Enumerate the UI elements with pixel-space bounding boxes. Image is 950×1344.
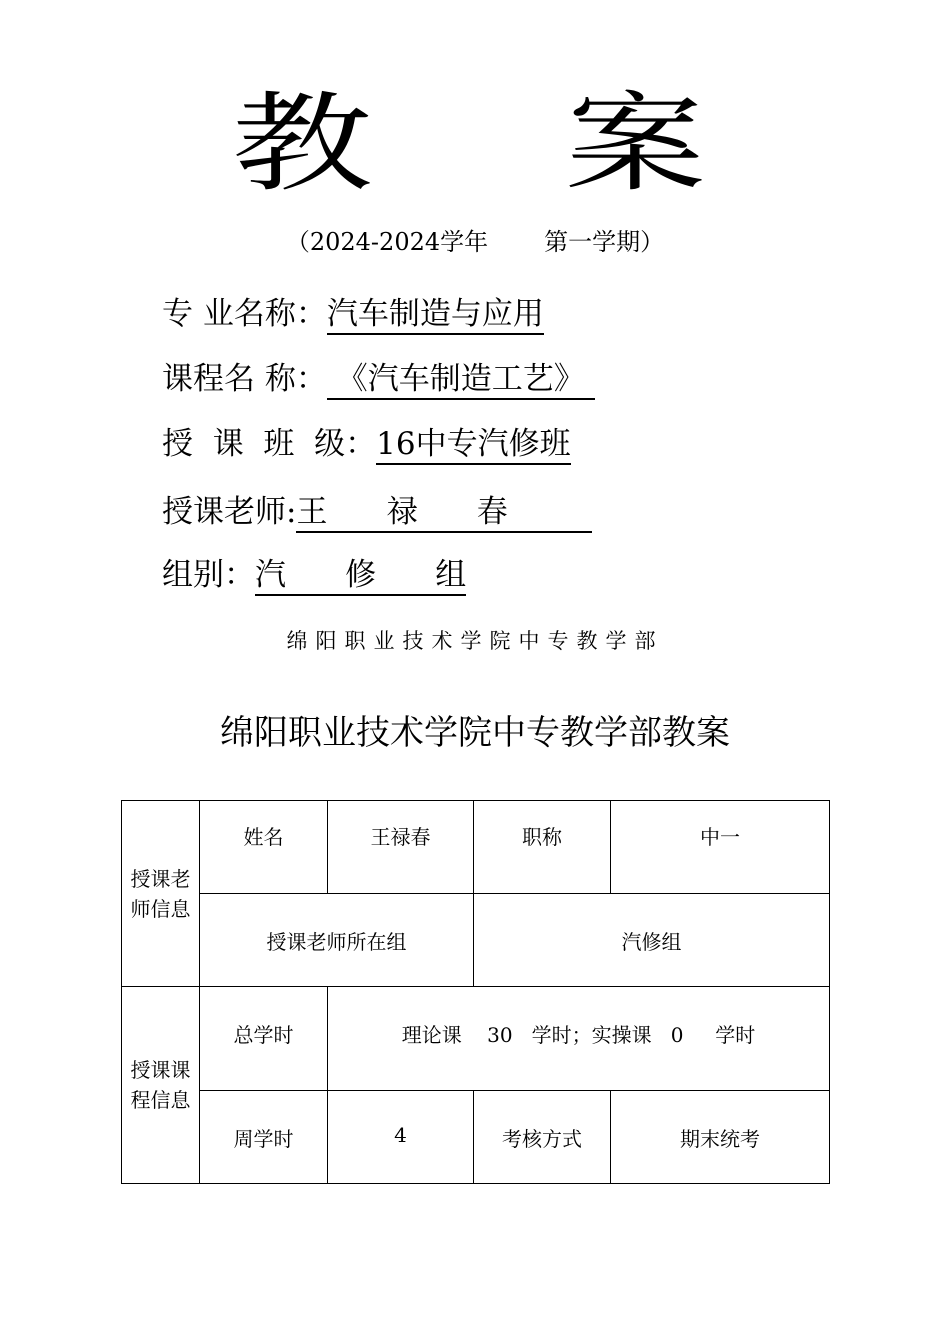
course-info-table <box>121 800 830 1184</box>
major-label: 专 业名称： <box>162 296 327 332</box>
name-value: 王禄春 <box>328 801 474 894</box>
table-row <box>122 894 830 987</box>
teacher-label: 授课老师: <box>162 494 297 530</box>
total-hours-value: 理论课 30 学时；实操课 0 学时 <box>328 987 830 1091</box>
course-label: 课程名 称： <box>162 361 327 397</box>
major-value: 汽车制造与应用 <box>327 295 544 335</box>
class-field <box>162 422 571 466</box>
title-label: 职称 <box>474 801 611 894</box>
teacher-group-label: 授课老师所在组 <box>200 894 474 987</box>
class-value: 16中专汽修班 <box>376 425 570 465</box>
cover-title <box>0 80 950 210</box>
total-hours-label: 总学时 <box>200 987 328 1091</box>
weekly-hours-value: 4 <box>328 1091 474 1184</box>
course-value: 《汽车制造工艺》 <box>327 360 595 400</box>
lesson-plan-heading: 绵阳职业技术学院中专教学部教案 <box>220 713 730 753</box>
title-value: 中一 <box>611 801 830 894</box>
class-label: 授 课 班 级： <box>162 426 377 462</box>
table-row <box>122 801 830 894</box>
table-row <box>122 1091 830 1184</box>
teacher-group-value: 汽修组 <box>474 894 830 987</box>
group-value: 汽 修 组 <box>255 556 466 596</box>
table-row <box>122 987 830 1091</box>
academic-term <box>0 225 950 259</box>
term-semester: 第一学期） <box>544 228 665 256</box>
teacher-value: 王 禄 春 <box>296 493 592 533</box>
cover-title-char-2: 案 <box>565 82 706 207</box>
group-field <box>162 553 466 597</box>
teacher-field <box>162 490 592 534</box>
course-info-section: 授课课程信息 <box>122 987 200 1184</box>
assessment-value: 期末统考 <box>611 1091 830 1184</box>
major-field <box>162 292 544 336</box>
term-years: （2024-2024学年 <box>285 228 489 256</box>
course-field <box>162 357 595 401</box>
weekly-hours-label: 周学时 <box>200 1091 328 1184</box>
teacher-info-section: 授课老师信息 <box>122 801 200 987</box>
name-label: 姓名 <box>200 801 328 894</box>
cover-title-char-1: 教 <box>232 82 373 207</box>
group-label: 组别： <box>162 557 255 593</box>
department-name: 绵阳职业技术学院中专教学部 <box>286 629 664 653</box>
assessment-label: 考核方式 <box>474 1091 611 1184</box>
